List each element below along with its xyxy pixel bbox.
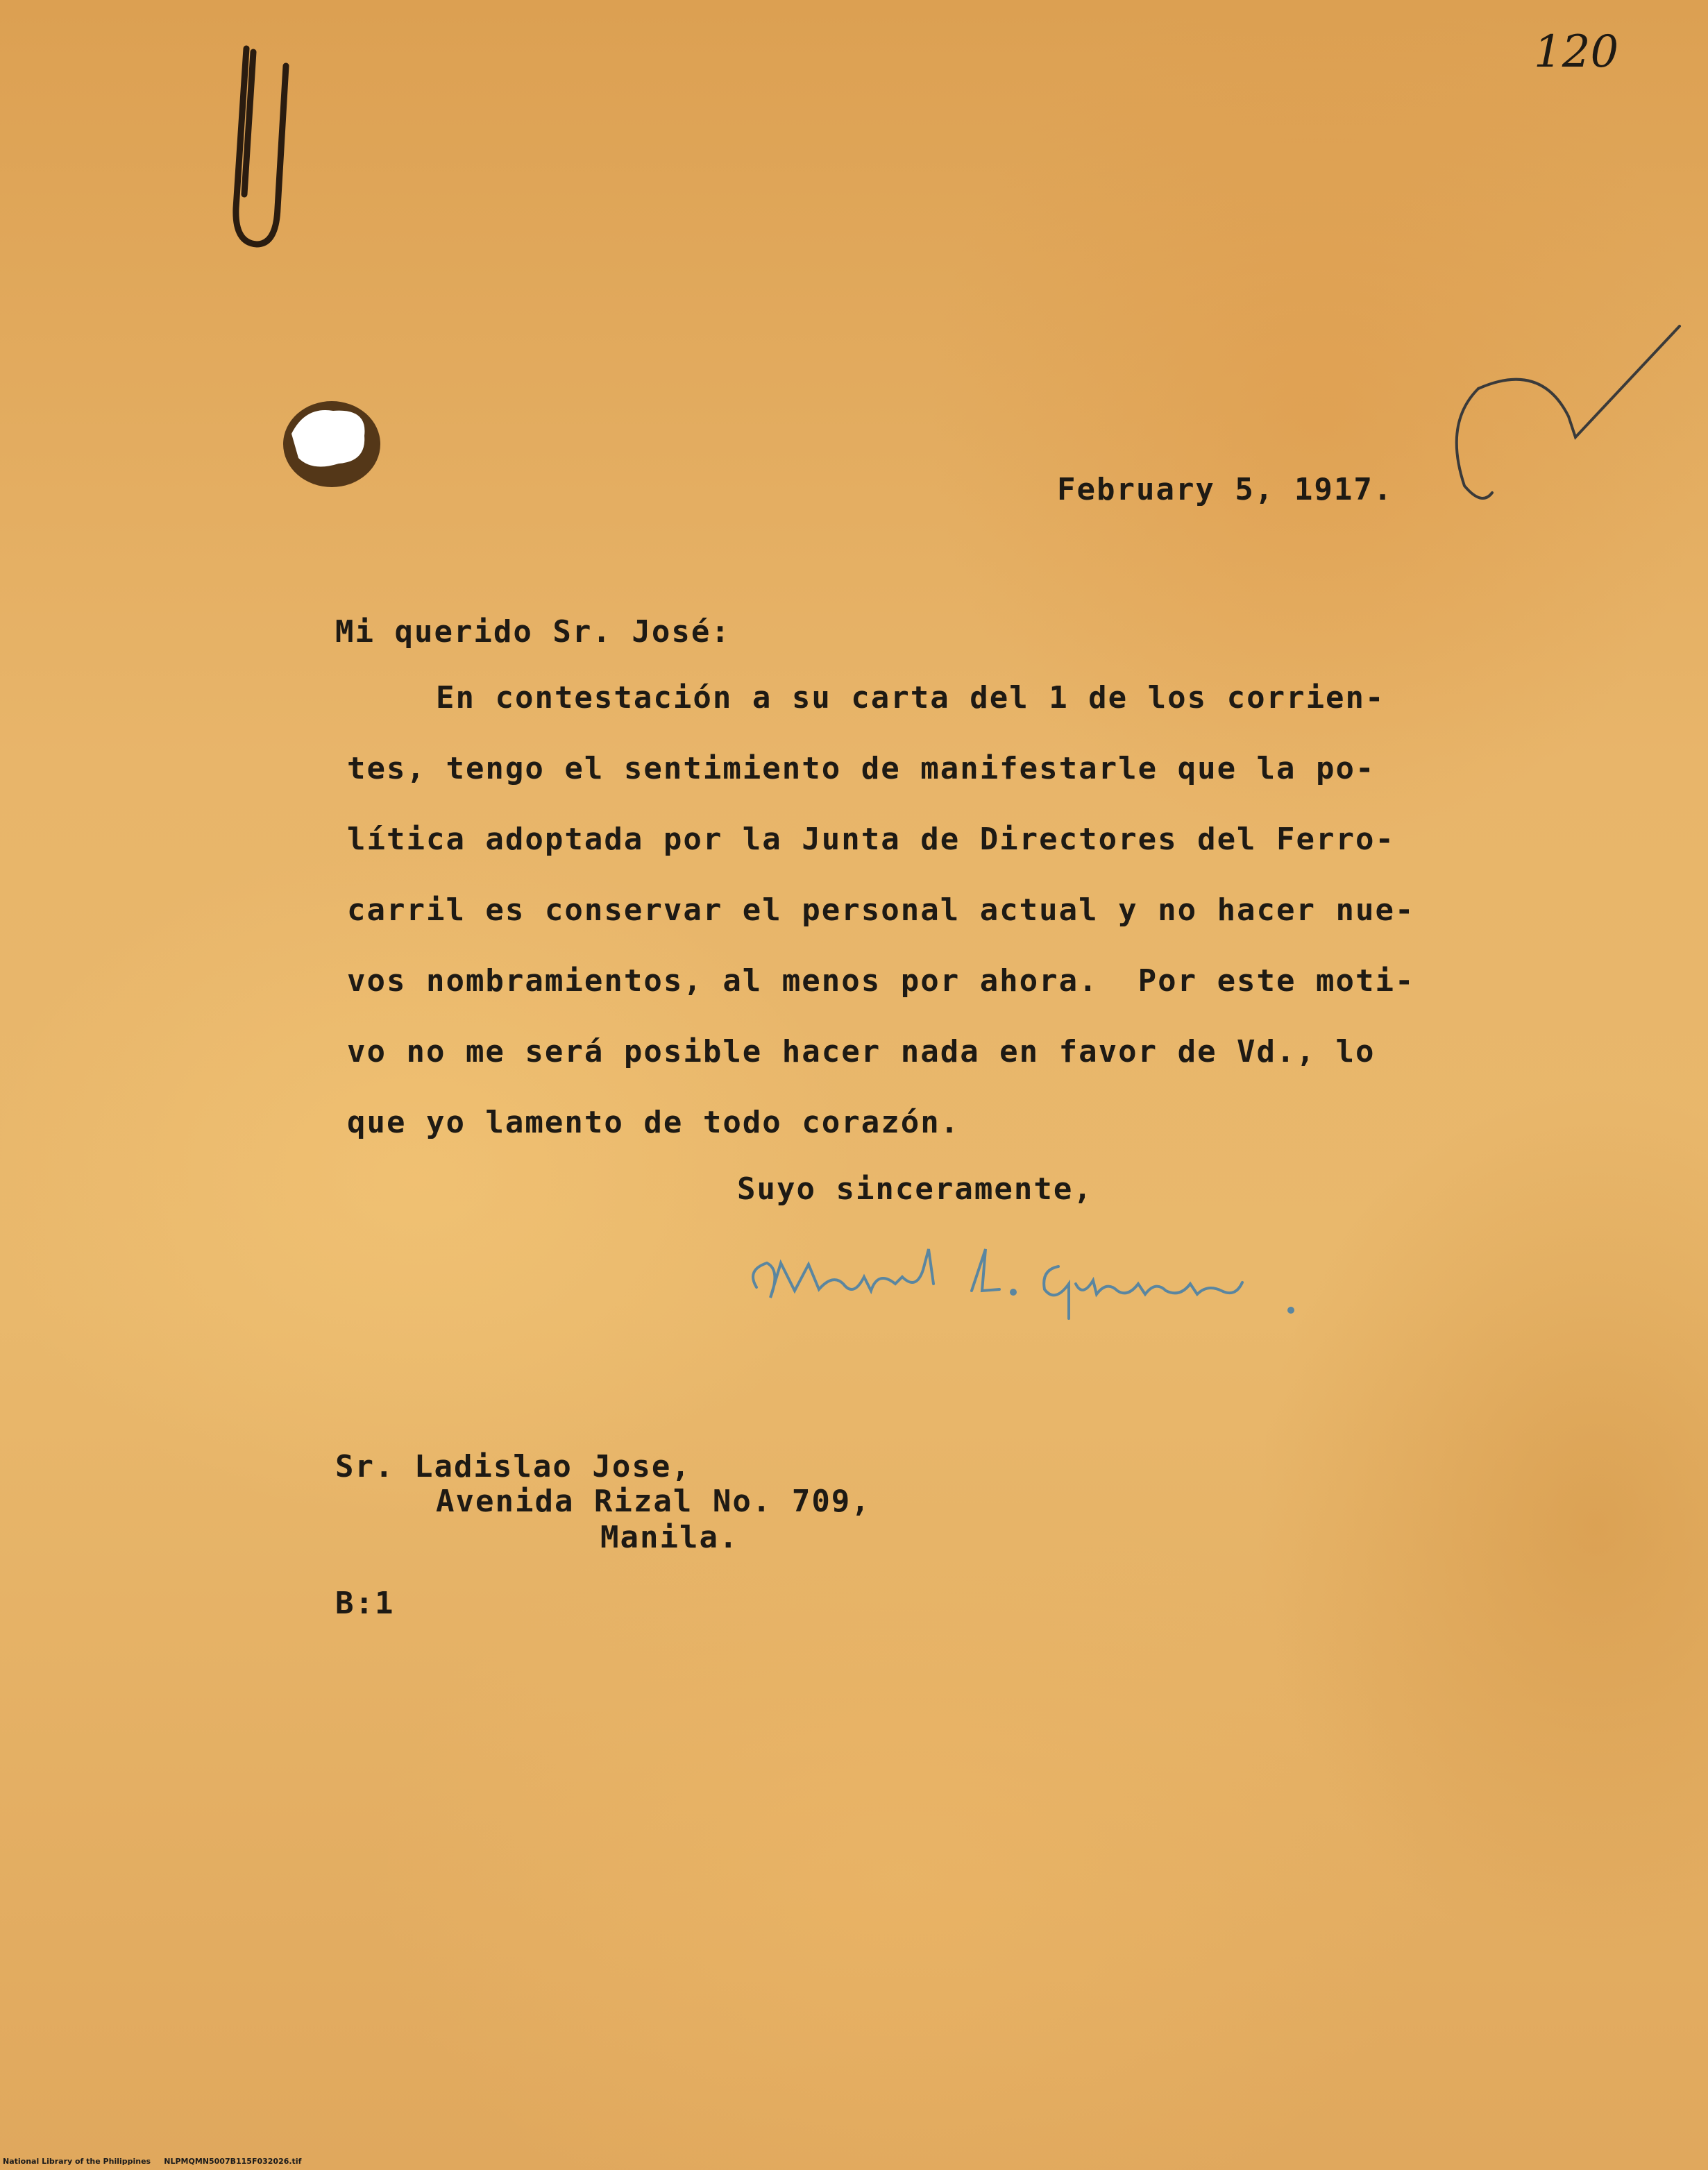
recipient-name: Sr. Ladislao Jose, <box>335 1449 691 1484</box>
archive-footer: National Library of the Philippines NLPMQMN5007B115F032026.tif <box>3 2157 302 2166</box>
body-line: que yo lamento de todo corazón. <box>347 1105 961 1140</box>
body-line: tes, tengo el sentimiento de manifestarle que la po- <box>347 751 1376 786</box>
letter-body <box>347 680 1471 1180</box>
salutation: Mi querido Sr. José: <box>335 614 731 650</box>
page-number: 120 <box>1534 26 1619 78</box>
body-line: vos nombramientos, al menos por ahora. Por este moti- <box>347 963 1415 999</box>
pencil-checkmark-icon <box>1457 326 1680 498</box>
body-line: vo no me será posible hacer nada en favor de Vd., lo <box>347 1034 1376 1069</box>
closing: Suyo sinceramente, <box>737 1171 1093 1207</box>
burn-hole <box>283 401 380 487</box>
letter-date: February 5, 1917. <box>1057 472 1394 507</box>
recipient-street: Avenida Rizal No. 709, <box>436 1484 871 1519</box>
signature-image <box>753 1249 1293 1319</box>
recipient-city: Manila. <box>600 1520 739 1555</box>
body-line: carril es conservar el personal actual y no hacer nue- <box>347 892 1415 928</box>
body-line: En contestación a su carta del 1 de los corrien- <box>436 680 1385 715</box>
paper-clip-icon <box>236 49 286 244</box>
body-line: lítica adoptada por la Junta de Directores del Ferro- <box>347 822 1395 857</box>
reference-initials: B:1 <box>335 1586 395 1621</box>
